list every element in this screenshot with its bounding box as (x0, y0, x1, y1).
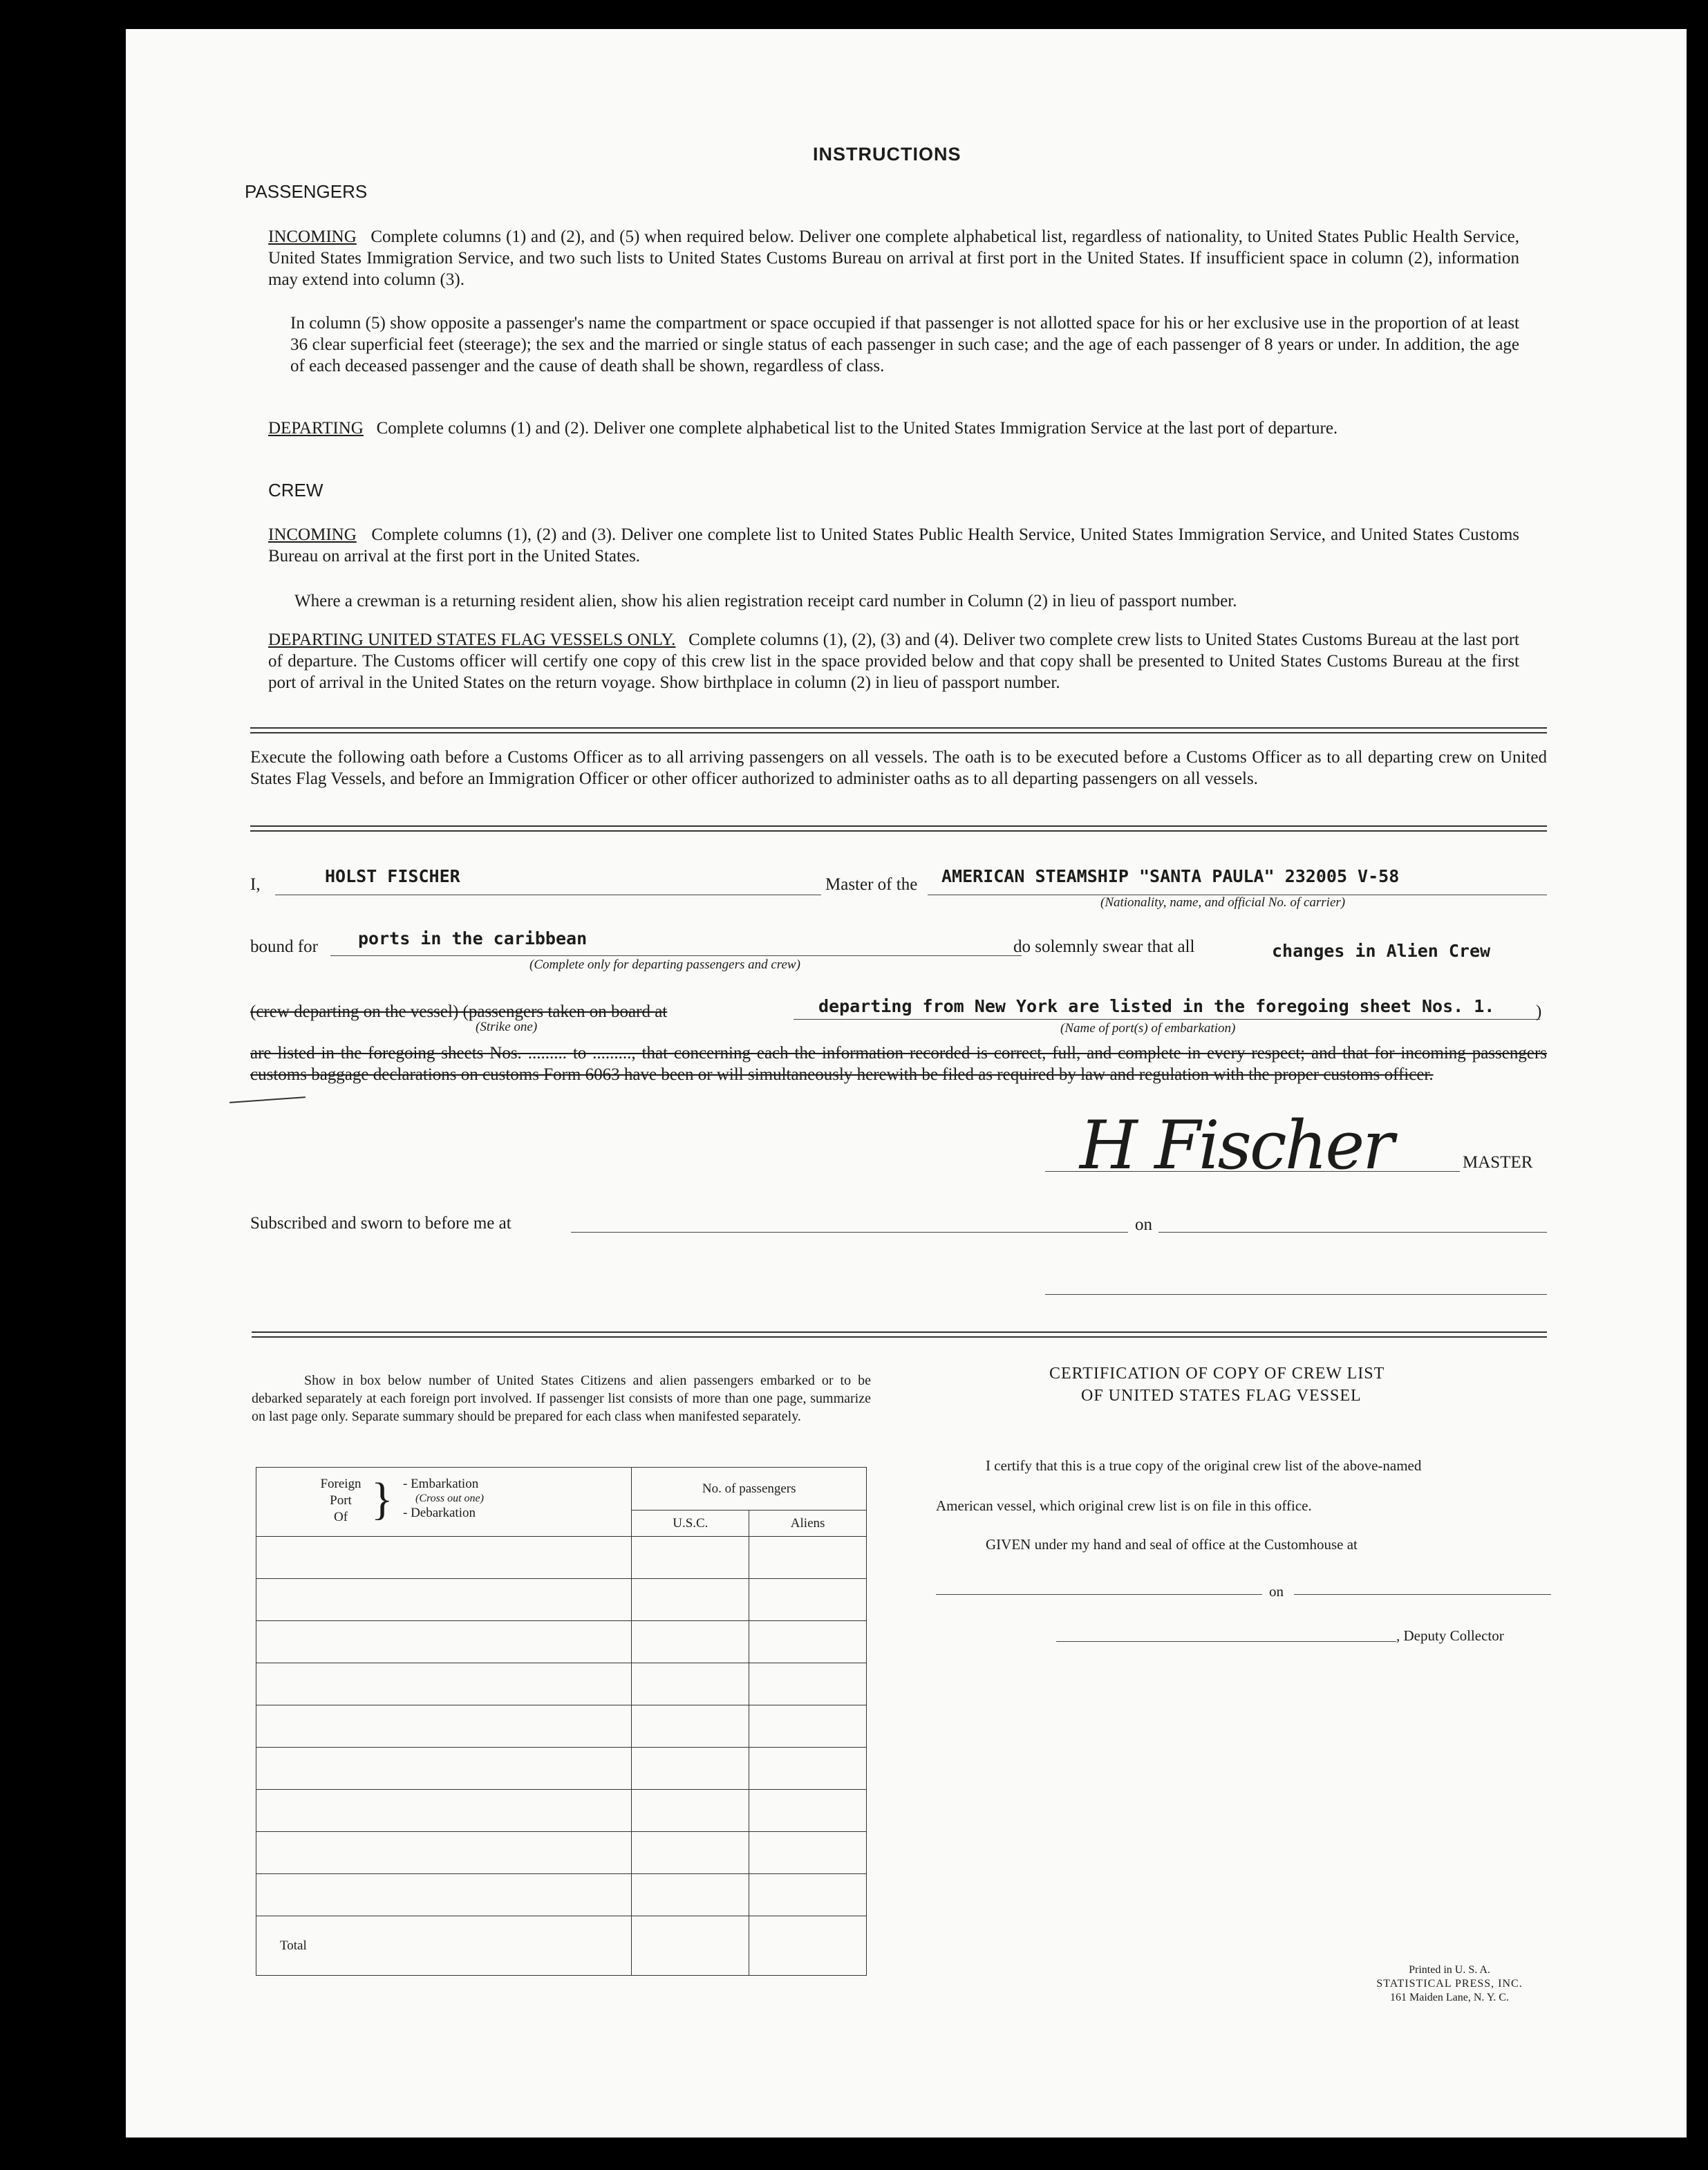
embark-value: departing from New York are listed in the foregoing sheet Nos. 1. (818, 996, 1495, 1016)
swear-value: changes in Alien Crew (1272, 941, 1491, 961)
certification-line-3: GIVEN under my hand and seal of office at the Customhouse at (986, 1536, 1358, 1553)
crew-departing-label: DEPARTING UNITED STATES FLAG VESSELS ONLY. (268, 630, 676, 649)
debarkation-label: - Debarkation (403, 1506, 476, 1520)
struck-paragraph: are listed in the foregoing sheets Nos. ......... to ........., that concerning each the information recorded is correct, full, and complete in every respect; and that for incoming passengers customs baggage declarations on customs Form 6063 have been or will simultaneously herewith be filed as required by law and regulation with the proper customs officer. (250, 1044, 1547, 1084)
certification-line-1: I certify that this is a true copy of the original crew list of the above-named (986, 1457, 1422, 1474)
passenger-summary-table (256, 1467, 867, 1976)
subscribed-label: Subscribed and sworn to before me at (250, 1214, 512, 1233)
close-paren: ) (1536, 1002, 1542, 1021)
certification-on-label: on (1269, 1583, 1284, 1600)
master-signature: H Fischer (1080, 1107, 1393, 1184)
subscribed-date-line (1158, 1232, 1547, 1233)
customhouse-line (936, 1594, 1262, 1595)
usc-cell[interactable] (632, 1874, 749, 1916)
aliens-cell[interactable] (749, 1579, 867, 1621)
embarkation-label: - Embarkation (403, 1477, 479, 1491)
of-label: Of (333, 1510, 348, 1524)
passengers-incoming-label: INCOMING (268, 227, 357, 246)
summary-note: Show in box below number of United States Citizens and alien passengers embarked or to be debarked separately at each foreign port involved. If passenger list consists of more than one page, summarize on last page only. Separate summary should be prepared for each class when manifested separately. (252, 1373, 871, 1424)
bound-caption: (Complete only for departing passengers and crew) (529, 957, 800, 972)
total-aliens-cell[interactable] (749, 1916, 867, 1976)
aliens-header: Aliens (749, 1510, 867, 1537)
embark-line (794, 1019, 1540, 1020)
embark-caption: (Name of port(s) of embarkation) (1060, 1021, 1236, 1036)
certification-title-1: CERTIFICATION OF COPY OF CREW LIST (1049, 1365, 1385, 1383)
usc-cell[interactable] (632, 1621, 749, 1663)
aliens-cell[interactable] (749, 1705, 867, 1748)
total-usc-cell[interactable] (632, 1916, 749, 1976)
usc-cell[interactable] (632, 1832, 749, 1874)
port-cell[interactable] (256, 1537, 632, 1579)
passengers-incoming-text: Complete columns (1) and (2), and (5) when required below. Deliver one complete alphabetical list, regardless of nationality, to United States Public Health Service, United States Immigration Service, and two such lists to United States Customs Bureau on arrival at first port in the United States. If insufficient space in column (2), information may extend into column (3). (268, 227, 1520, 289)
aliens-cell[interactable] (749, 1748, 867, 1790)
pen-mark (229, 1096, 306, 1103)
aliens-cell[interactable] (749, 1832, 867, 1874)
usc-cell[interactable] (632, 1790, 749, 1832)
aliens-cell[interactable] (749, 1663, 867, 1705)
usc-cell[interactable] (632, 1705, 749, 1748)
port-cell[interactable] (256, 1790, 632, 1832)
passengers-departing-paragraph (268, 418, 1519, 439)
printer-line-2: STATISTICAL PRESS, INC. (1376, 1978, 1523, 1990)
port-cell[interactable] (256, 1579, 632, 1621)
port-cell[interactable] (256, 1748, 632, 1790)
vessel-caption: (Nationality, name, and official No. of carrier) (1100, 895, 1346, 910)
oath-i-label: I, (250, 875, 261, 894)
bound-for-label: bound for (250, 937, 318, 956)
crew-incoming-paragraph (268, 524, 1519, 567)
subscribed-on-label: on (1135, 1215, 1152, 1234)
aliens-cell[interactable] (749, 1537, 867, 1579)
passengers-departing-text: Complete columns (1) and (2). Deliver one complete alphabetical list to the United States Immigration Service at the last port of departure. (376, 419, 1338, 438)
port-label: Port (330, 1493, 352, 1508)
printer-line-1: Printed in U. S. A. (1409, 1964, 1490, 1976)
divider-3 (252, 1331, 1547, 1338)
swear-label: do solemnly swear that all (1013, 937, 1195, 956)
officer-line (1045, 1294, 1547, 1295)
foreign-label: Foreign (320, 1477, 362, 1491)
vessel-value: AMERICAN STEAMSHIP "SANTA PAULA" 232005 V-58 (941, 866, 1400, 886)
strike-caption: (Strike one) (476, 1020, 538, 1034)
strike-text: (crew departing on the vessel) (passengers taken on board at (250, 1002, 668, 1021)
crew-resident-text: Where a crewman is a returning resident alien, show his alien registration receipt card number in Column (2) in lieu of passport number. (294, 592, 1237, 610)
deputy-collector-label: , Deputy Collector (1396, 1627, 1504, 1644)
passengers-incoming-paragraph (268, 226, 1519, 290)
form-page (126, 29, 1687, 2138)
port-cell[interactable] (256, 1832, 632, 1874)
master-of-label: Master of the (825, 875, 918, 894)
port-header-cell (256, 1468, 632, 1537)
total-label: Total (256, 1916, 632, 1976)
crew-incoming-text: Complete columns (1), (2) and (3). Deliver one complete list to United States Public Health Service, United States Immigration Service, and United States Customs Bureau on arrival at the first port in the United States. (268, 525, 1519, 565)
divider-2 (250, 825, 1547, 832)
signature-line (1045, 1171, 1460, 1172)
passengers-title: PASSENGERS (245, 181, 368, 202)
crew-title: CREW (268, 480, 323, 501)
aliens-cell[interactable] (749, 1621, 867, 1663)
subscribed-place-line (571, 1232, 1128, 1233)
crew-departing-text: Complete columns (1), (2), (3) and (4). Deliver two complete crew lists to United States Customs Bureau at the last port of departure. The Customs officer will certify one copy of this crew list in the space provided below and that copy shall be presented to United States Customs Bureau at the first port of arrival in the United States on the return voyage. Show birthplace in column (2) in lieu of passport number. (268, 630, 1519, 692)
passengers-column5-paragraph: In column (5) show opposite a passenger's name the compartment or space occupied if that passenger is not allotted space for his or her exclusive use in the proportion of at least 36 clear superficial feet (steerage); the sex and the married or single status of each passenger in such case; and the age of each passenger of 8 years or under. In addition, the age of each deceased passenger and the cause of death shall be shown, regardless of class. (290, 314, 1519, 375)
certification-line-2: American vessel, which original crew list is on file in this office. (936, 1497, 1312, 1514)
port-cell[interactable] (256, 1621, 632, 1663)
bound-for-line (330, 955, 1022, 956)
usc-cell[interactable] (632, 1663, 749, 1705)
aliens-cell[interactable] (749, 1790, 867, 1832)
divider-1 (250, 727, 1547, 733)
passengers-departing-label: DEPARTING (268, 419, 364, 438)
master-label: MASTER (1463, 1153, 1533, 1172)
usc-header: U.S.C. (632, 1510, 749, 1537)
oath-intro: Execute the following oath before a Customs Officer as to all arriving passengers on all vessels. The oath is to be executed before a Customs Officer as to all departing crew on United States Flag Vessels, and before an Immigration Officer or other officer authorized to administer oaths as to all departing passengers on all vessels. (250, 748, 1547, 788)
usc-cell[interactable] (632, 1579, 749, 1621)
cross-out-label: (Cross out one) (415, 1493, 484, 1504)
aliens-cell[interactable] (749, 1874, 867, 1916)
master-name-value: HOLST FISCHER (325, 866, 460, 886)
brace-icon: } (371, 1474, 393, 1524)
deputy-line (1056, 1641, 1396, 1642)
port-cell[interactable] (256, 1663, 632, 1705)
crew-incoming-label: INCOMING (268, 525, 357, 544)
usc-cell[interactable] (632, 1748, 749, 1790)
printer-imprint (1342, 1963, 1557, 2005)
bound-for-value: ports in the caribbean (358, 928, 588, 948)
crew-departing-paragraph (268, 629, 1519, 693)
port-cell[interactable] (256, 1705, 632, 1748)
usc-cell[interactable] (632, 1537, 749, 1579)
printer-line-3: 161 Maiden Lane, N. Y. C. (1390, 1992, 1509, 2003)
instructions-heading: INSTRUCTIONS (813, 144, 961, 165)
certification-title-2: OF UNITED STATES FLAG VESSEL (1081, 1387, 1362, 1405)
port-cell[interactable] (256, 1874, 632, 1916)
certification-date-line (1294, 1594, 1551, 1595)
passengers-header: No. of passengers (632, 1468, 867, 1510)
